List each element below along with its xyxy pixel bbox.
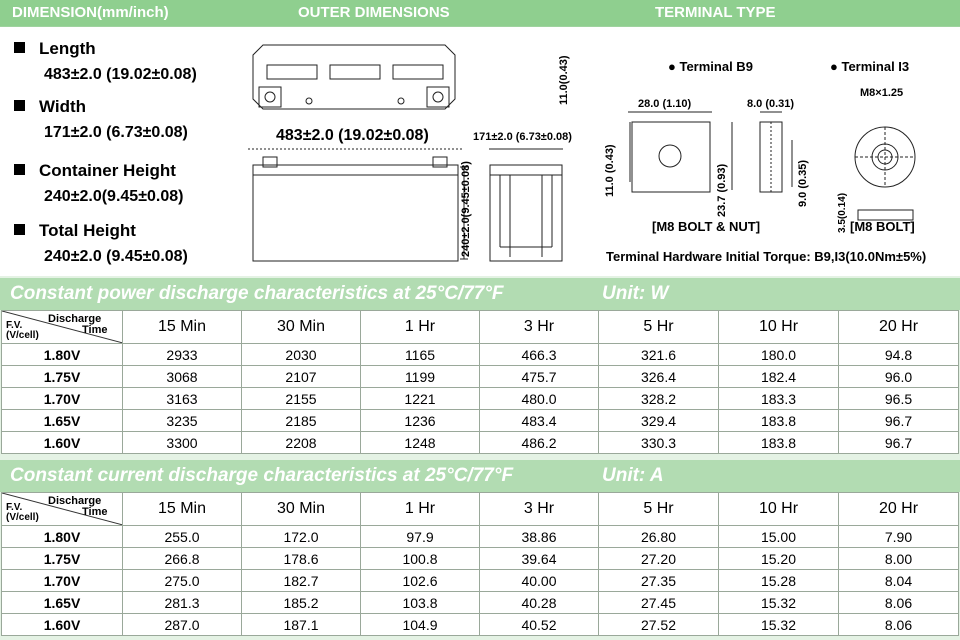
table-header-row	[2, 311, 959, 344]
power-section-bar	[0, 278, 960, 310]
terminal-b9-text: Terminal B9	[679, 59, 753, 74]
i3-thread-label: M8×1.25	[860, 87, 904, 99]
value-cell: 266.8	[123, 548, 242, 570]
column-header: 30 Min	[242, 493, 361, 526]
corner-discharge: Discharge	[48, 313, 102, 325]
bullet-icon	[14, 224, 25, 235]
value-cell: 100.8	[361, 548, 480, 570]
dim-label: Container Height	[39, 161, 176, 180]
power-table	[1, 310, 959, 454]
b9-bolt-height-label: 9.0 (0.35)	[797, 159, 809, 207]
value-cell: 102.6	[361, 570, 480, 592]
corner-vcell: (V/cell)	[6, 512, 39, 523]
current-section-bar	[0, 460, 960, 492]
value-cell: 281.3	[123, 592, 242, 614]
value-cell: 326.4	[599, 366, 719, 388]
value-cell: 8.04	[839, 570, 959, 592]
column-header: 20 Hr	[839, 311, 959, 344]
final-voltage-cell: 1.70V	[2, 388, 123, 410]
value-cell: 27.52	[599, 614, 719, 636]
value-cell: 27.45	[599, 592, 719, 614]
value-cell: 15.32	[719, 614, 839, 636]
b9-caption: [M8 BOLT & NUT]	[652, 219, 761, 234]
current-section-title: Constant current discharge characteristics at 25°C/77°F	[10, 465, 514, 486]
outer-dimensions-heading: OUTER DIMENSIONS	[298, 4, 450, 21]
corner-time: Time	[82, 506, 108, 518]
table-row	[2, 570, 959, 592]
value-cell: 480.0	[480, 388, 599, 410]
value-cell: 1236	[361, 410, 480, 432]
dim-label: Length	[39, 39, 96, 58]
value-cell: 255.0	[123, 526, 242, 548]
value-cell: 15.28	[719, 570, 839, 592]
bullet-icon	[14, 164, 25, 175]
value-cell: 275.0	[123, 570, 242, 592]
column-header: 1 Hr	[361, 311, 480, 344]
value-cell: 466.3	[480, 344, 599, 366]
final-voltage-cell: 1.60V	[2, 614, 123, 636]
column-header: 5 Hr	[599, 493, 719, 526]
dim-value: 483±2.0 (19.02±0.08)	[44, 66, 197, 83]
table-row	[2, 410, 959, 432]
value-cell: 96.0	[839, 366, 959, 388]
corner-fv: F.V.	[6, 502, 23, 513]
value-cell: 1248	[361, 432, 480, 454]
dim-width	[14, 97, 244, 142]
i3-height-label: 3.5(0.14)	[837, 192, 848, 233]
table-row	[2, 432, 959, 454]
value-cell: 26.80	[599, 526, 719, 548]
dim-total-height	[14, 221, 244, 266]
value-cell: 7.90	[839, 526, 959, 548]
value-cell: 330.3	[599, 432, 719, 454]
value-cell: 2185	[242, 410, 361, 432]
value-cell: 104.9	[361, 614, 480, 636]
dim-label: Total Height	[39, 221, 136, 240]
battery-front-view	[248, 149, 468, 261]
value-cell: 183.3	[719, 388, 839, 410]
value-cell: 183.8	[719, 432, 839, 454]
dim-length	[14, 39, 244, 84]
dimension-heading: DIMENSION(mm/inch)	[12, 4, 169, 21]
power-unit: Unit: W	[602, 283, 669, 304]
value-cell: 1199	[361, 366, 480, 388]
terminal-type-heading: TERMINAL TYPE	[655, 4, 776, 21]
value-cell: 172.0	[242, 526, 361, 548]
terminal-i3-label: ● Terminal I3	[830, 59, 910, 74]
value-cell: 3068	[123, 366, 242, 388]
value-cell: 475.7	[480, 366, 599, 388]
value-cell: 287.0	[123, 614, 242, 636]
dim-container-height	[14, 161, 244, 206]
value-cell: 27.20	[599, 548, 719, 570]
value-cell: 321.6	[599, 344, 719, 366]
corner-header-cell	[2, 311, 123, 344]
column-header: 20 Hr	[839, 493, 959, 526]
front-length-label: 483±2.0 (19.02±0.08)	[276, 127, 429, 144]
final-voltage-cell: 1.65V	[2, 410, 123, 432]
corner-header-cell	[2, 493, 123, 526]
value-cell: 180.0	[719, 344, 839, 366]
value-cell: 483.4	[480, 410, 599, 432]
value-cell: 97.9	[361, 526, 480, 548]
b9-total-height-label: 23.7 (0.93)	[716, 163, 728, 217]
value-cell: 94.8	[839, 344, 959, 366]
value-cell: 328.2	[599, 388, 719, 410]
column-header: 1 Hr	[361, 493, 480, 526]
table-row	[2, 526, 959, 548]
column-header: 10 Hr	[719, 311, 839, 344]
i3-caption: [M8 BOLT]	[850, 219, 915, 234]
value-cell: 187.1	[242, 614, 361, 636]
value-cell: 3300	[123, 432, 242, 454]
value-cell: 15.00	[719, 526, 839, 548]
column-header: 15 Min	[123, 311, 242, 344]
battery-side-view	[489, 149, 563, 261]
table-row	[2, 388, 959, 410]
value-cell: 38.86	[480, 526, 599, 548]
front-height-label: 240±2.0(9.45±0.08)	[460, 161, 472, 257]
corner-fv: F.V.	[6, 320, 23, 331]
table-header-row	[2, 493, 959, 526]
final-voltage-cell: 1.75V	[2, 548, 123, 570]
value-cell: 178.6	[242, 548, 361, 570]
value-cell: 185.2	[242, 592, 361, 614]
value-cell: 2030	[242, 344, 361, 366]
value-cell: 2107	[242, 366, 361, 388]
column-header: 15 Min	[123, 493, 242, 526]
top-height-label: 11.0(0.43)	[558, 55, 570, 105]
corner-vcell: (V/cell)	[6, 330, 39, 341]
side-width-label: 171±2.0 (6.73±0.08)	[473, 131, 572, 143]
dim-value: 240±2.0 (9.45±0.08)	[44, 248, 188, 265]
value-cell: 3235	[123, 410, 242, 432]
header-bar	[0, 0, 960, 26]
final-voltage-cell: 1.80V	[2, 526, 123, 548]
final-voltage-cell: 1.75V	[2, 366, 123, 388]
battery-drawing	[245, 27, 590, 277]
value-cell: 96.7	[839, 432, 959, 454]
final-voltage-cell: 1.70V	[2, 570, 123, 592]
bullet-icon	[14, 100, 25, 111]
value-cell: 96.5	[839, 388, 959, 410]
column-header: 10 Hr	[719, 493, 839, 526]
final-voltage-cell: 1.80V	[2, 344, 123, 366]
value-cell: 329.4	[599, 410, 719, 432]
value-cell: 3163	[123, 388, 242, 410]
value-cell: 8.06	[839, 592, 959, 614]
table-row	[2, 614, 959, 636]
b9-thickness-label: 8.0 (0.31)	[747, 98, 795, 110]
value-cell: 486.2	[480, 432, 599, 454]
dimensions-panel	[0, 26, 960, 276]
terminal-i3-drawing	[855, 127, 915, 220]
b9-width-label: 28.0 (1.10)	[638, 98, 692, 110]
dim-label: Width	[39, 97, 87, 116]
value-cell: 2933	[123, 344, 242, 366]
corner-discharge: Discharge	[48, 495, 102, 507]
value-cell: 40.00	[480, 570, 599, 592]
b9-height-label: 11.0 (0.43)	[604, 144, 616, 197]
table-row	[2, 592, 959, 614]
value-cell: 15.32	[719, 592, 839, 614]
value-cell: 39.64	[480, 548, 599, 570]
column-header: 3 Hr	[480, 311, 599, 344]
column-header: 30 Min	[242, 311, 361, 344]
column-header: 5 Hr	[599, 311, 719, 344]
final-voltage-cell: 1.60V	[2, 432, 123, 454]
value-cell: 27.35	[599, 570, 719, 592]
current-table	[1, 492, 959, 636]
value-cell: 40.52	[480, 614, 599, 636]
battery-top-view	[253, 45, 455, 109]
value-cell: 96.7	[839, 410, 959, 432]
table-row	[2, 366, 959, 388]
corner-time: Time	[82, 324, 108, 336]
bullet-icon	[14, 42, 25, 53]
table-row	[2, 548, 959, 570]
terminal-b9-drawing	[628, 112, 792, 192]
power-section-title: Constant power discharge characteristics at 25°C/77°F	[10, 283, 504, 304]
final-voltage-cell: 1.65V	[2, 592, 123, 614]
value-cell: 40.28	[480, 592, 599, 614]
terminal-b9-label: ● Terminal B9	[668, 59, 753, 74]
value-cell: 182.7	[242, 570, 361, 592]
value-cell: 183.8	[719, 410, 839, 432]
dim-value: 240±2.0(9.45±0.08)	[44, 188, 184, 205]
table-row	[2, 344, 959, 366]
column-header: 3 Hr	[480, 493, 599, 526]
dim-value: 171±2.0 (6.73±0.08)	[44, 124, 188, 141]
value-cell: 182.4	[719, 366, 839, 388]
value-cell: 2155	[242, 388, 361, 410]
current-unit: Unit: A	[602, 465, 664, 486]
value-cell: 103.8	[361, 592, 480, 614]
value-cell: 8.06	[839, 614, 959, 636]
terminal-i3-text: Terminal I3	[841, 59, 910, 74]
value-cell: 15.20	[719, 548, 839, 570]
value-cell: 1221	[361, 388, 480, 410]
torque-note: Terminal Hardware Initial Torque: B9,I3(10.0Nm±5%)	[606, 249, 927, 264]
value-cell: 2208	[242, 432, 361, 454]
value-cell: 8.00	[839, 548, 959, 570]
value-cell: 1165	[361, 344, 480, 366]
